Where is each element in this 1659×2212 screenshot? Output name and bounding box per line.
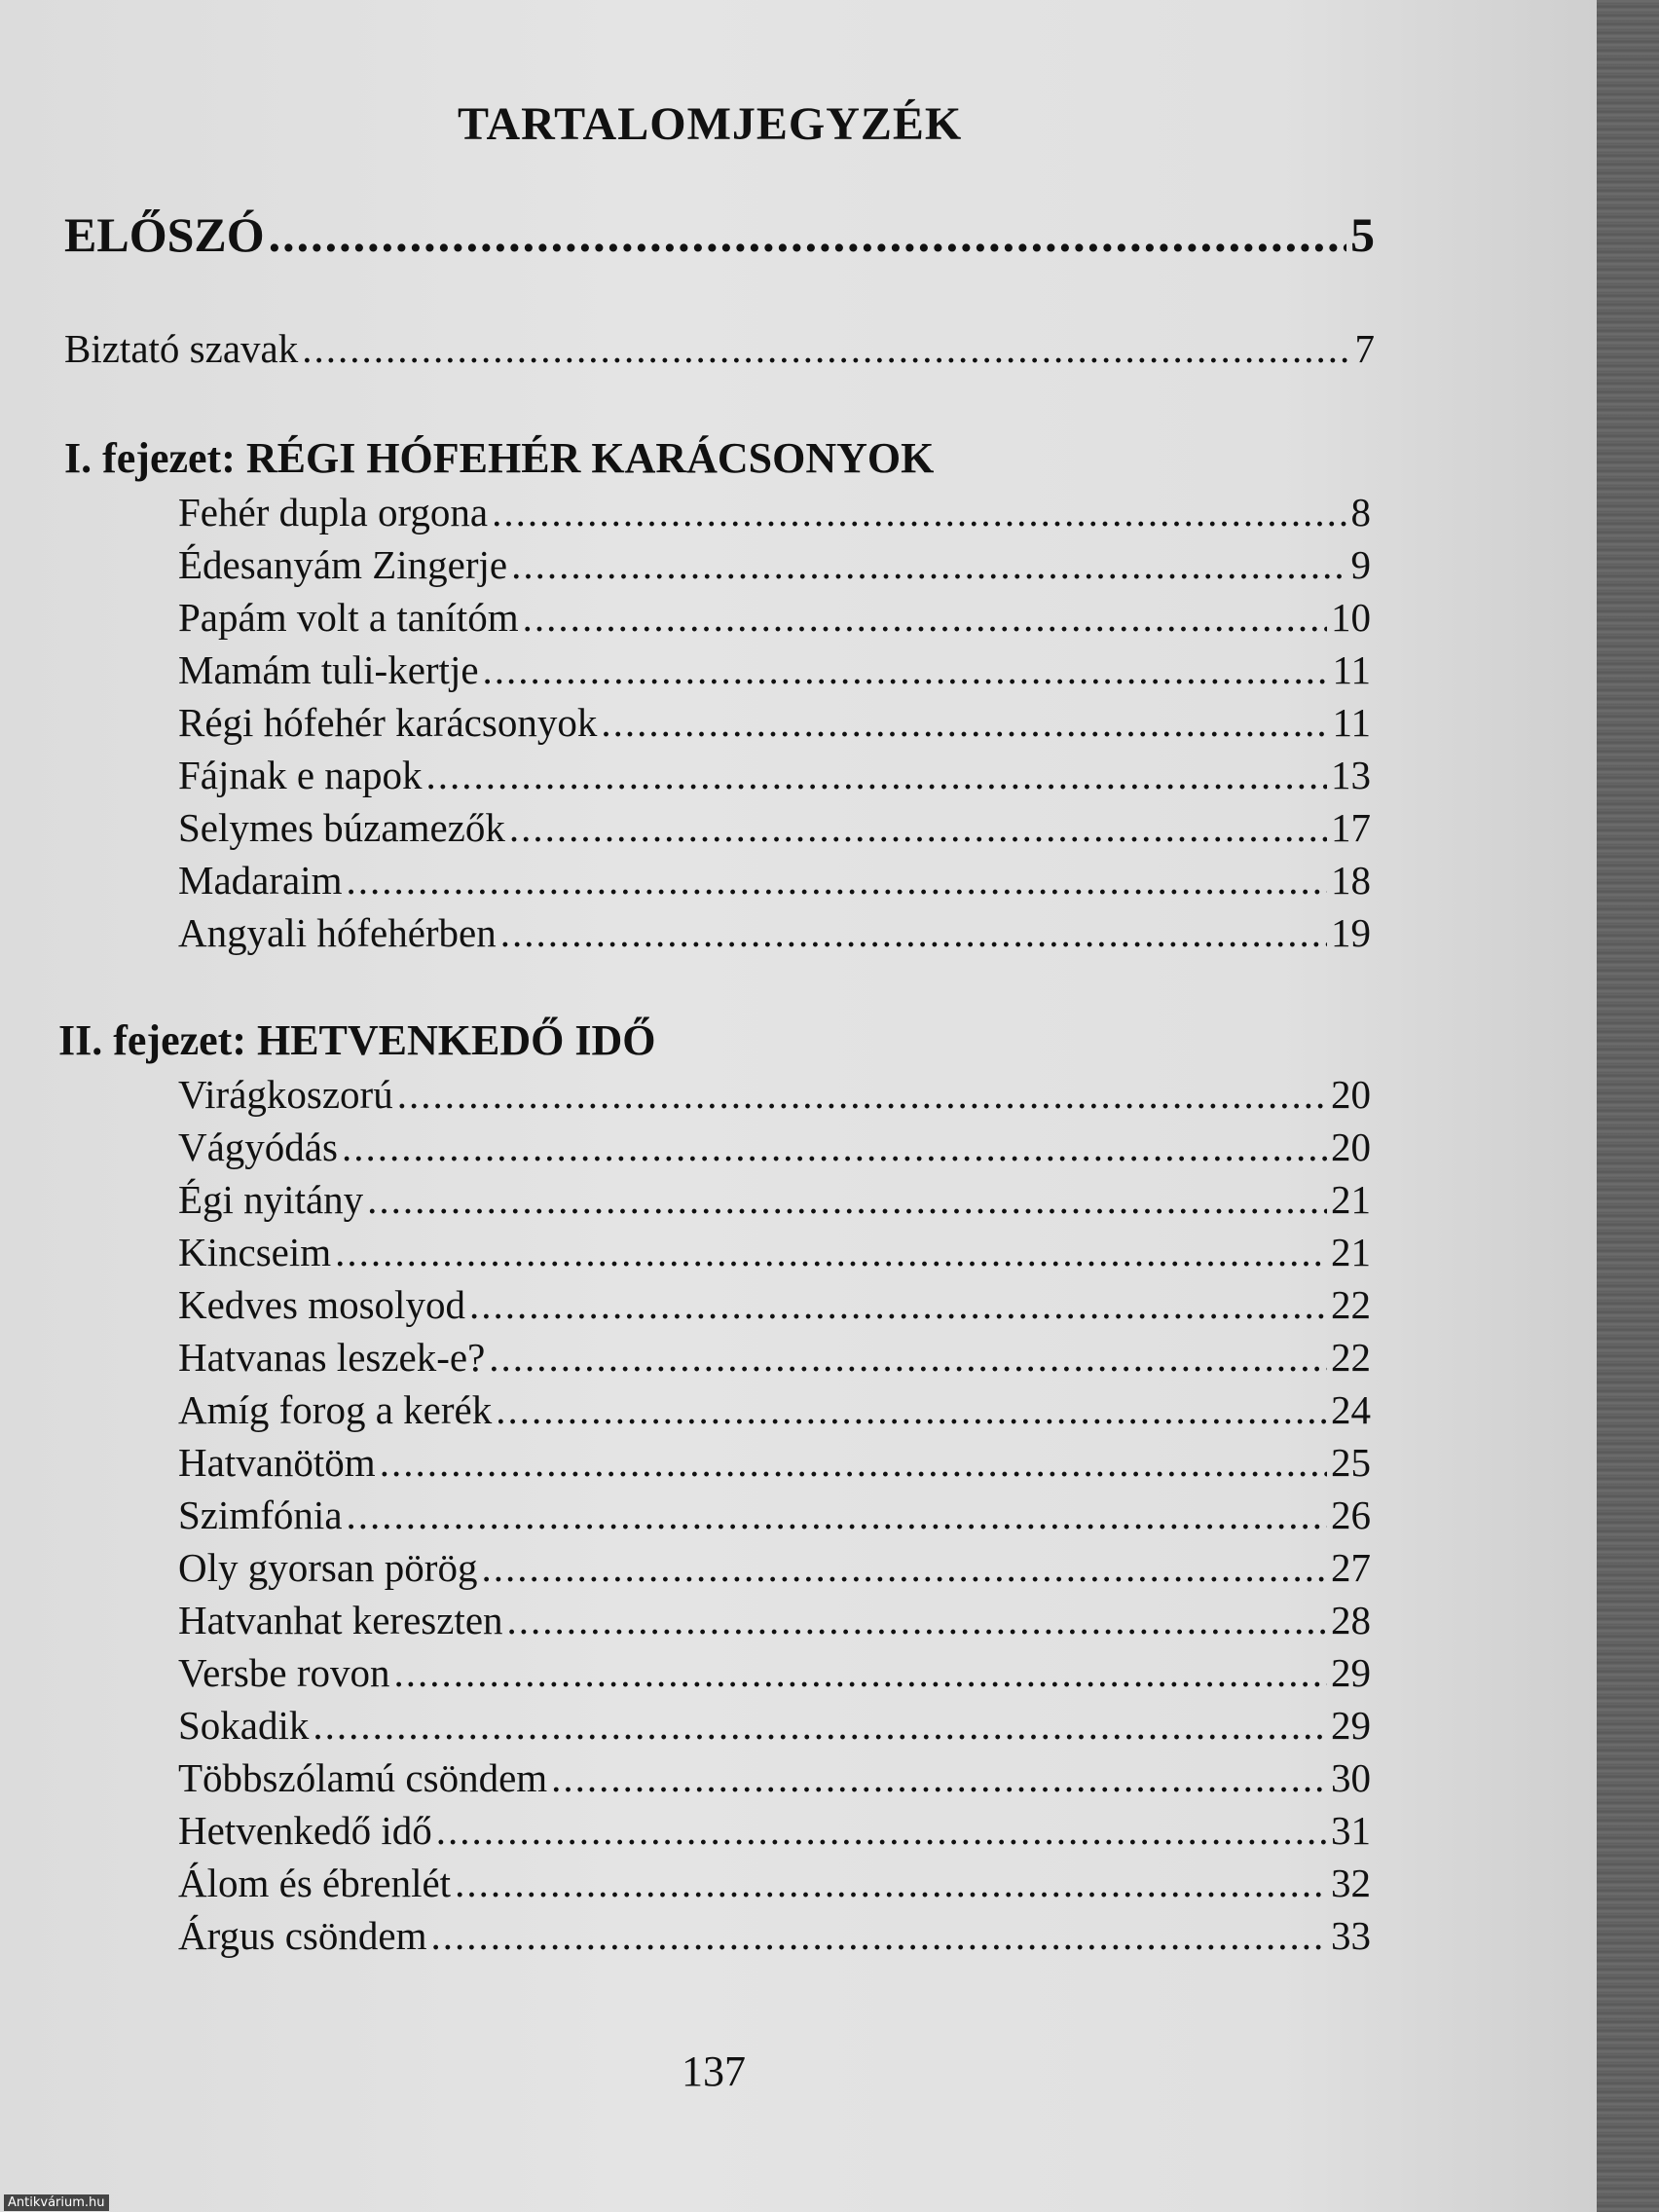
watermark: Antikvárium.hu (4, 2194, 109, 2211)
dot-leader (430, 1912, 1327, 1959)
entry-label: Vágyódás (178, 1124, 338, 1169)
dot-leader (393, 1649, 1327, 1696)
toc-entry (178, 1439, 1371, 1486)
dot-leader (313, 1702, 1327, 1749)
toc-entry (178, 1597, 1371, 1643)
dot-leader (551, 1754, 1327, 1801)
entry-label: Hatvanas leszek-e? (178, 1335, 486, 1380)
entry-page: 18 (1331, 858, 1371, 903)
dot-leader (346, 857, 1327, 903)
entry-label: Madaraim (178, 858, 343, 903)
preface-entry (64, 206, 1375, 263)
entry-page: 13 (1331, 753, 1371, 797)
entry-page: 20 (1331, 1072, 1371, 1117)
toc-entry (178, 1754, 1371, 1801)
entry-label: Égi nyitány (178, 1177, 364, 1222)
dot-leader (335, 1229, 1327, 1275)
entry-page: 27 (1331, 1545, 1371, 1590)
entry-label: Hatvanhat kereszten (178, 1598, 503, 1642)
entry-page: 29 (1331, 1703, 1371, 1748)
toc-entry (178, 489, 1371, 535)
dot-leader (507, 1597, 1327, 1643)
dot-leader (492, 489, 1346, 535)
toc-entry (178, 646, 1371, 693)
entry-page: 17 (1331, 805, 1371, 850)
entry-label: Kincseim (178, 1230, 332, 1274)
entry-label: Mamám tuli-kertje (178, 647, 479, 692)
dot-leader (500, 909, 1327, 956)
book-spine (1597, 0, 1659, 2212)
entry-page: 32 (1331, 1861, 1371, 1905)
toc-entry (178, 1281, 1371, 1328)
page-number: 137 (682, 2047, 746, 2095)
entry-label: Hatvanötöm (178, 1440, 376, 1485)
toc-entry (178, 1229, 1371, 1275)
toc-entry (178, 752, 1371, 798)
toc-entry (178, 1702, 1371, 1749)
entry-page: 20 (1331, 1124, 1371, 1169)
dot-leader (509, 804, 1327, 851)
toc-entry (178, 1176, 1371, 1223)
entry-label: Selymes búzamezők (178, 805, 505, 850)
dot-leader (601, 699, 1328, 746)
entry-page: 21 (1331, 1230, 1371, 1274)
dot-leader (302, 325, 1350, 372)
entry-page: 26 (1331, 1493, 1371, 1537)
entry-label: Szimfónia (178, 1493, 343, 1537)
entry-page: 28 (1331, 1598, 1371, 1642)
dot-leader (455, 1860, 1327, 1906)
toc-entry (178, 1860, 1371, 1906)
entry-label: Többszólamú csöndem (178, 1755, 548, 1800)
chapter-1-title: I. fejezet: RÉGI HÓFEHÉR KARÁCSONYOK (64, 434, 935, 482)
entry-page: 33 (1331, 1913, 1371, 1958)
toc-entry (178, 1492, 1371, 1538)
dot-leader (367, 1176, 1327, 1223)
dot-leader (397, 1071, 1327, 1118)
dot-leader (342, 1124, 1327, 1170)
toc-entry (178, 699, 1371, 746)
entry-label: Angyali hófehérben (178, 910, 497, 955)
entry-page: 22 (1331, 1282, 1371, 1327)
toc-entry (178, 1386, 1371, 1433)
entry-label: Biztató szavak (64, 326, 299, 371)
entry-page: 29 (1331, 1650, 1371, 1695)
toc-entry (178, 594, 1371, 641)
dot-leader (483, 646, 1329, 693)
entry-page: 25 (1331, 1440, 1371, 1485)
entry-page: 31 (1331, 1808, 1371, 1853)
entry-label: Árgus csöndem (178, 1913, 427, 1958)
toc-entry (178, 1544, 1371, 1591)
toc-entry (178, 1334, 1371, 1381)
dot-leader (511, 541, 1346, 588)
toc-entry (178, 857, 1371, 903)
dot-leader (269, 206, 1346, 263)
entry-page: 22 (1331, 1335, 1371, 1380)
toc-title: TARTALOMJEGYZÉK (458, 98, 963, 150)
dot-leader (469, 1281, 1327, 1328)
dot-leader (481, 1544, 1327, 1591)
entry-label: Régi hófehér karácsonyok (178, 700, 598, 745)
dot-leader (347, 1492, 1327, 1538)
dot-leader (496, 1386, 1327, 1433)
entry-label: Fájnak e napok (178, 753, 423, 797)
entry-label: ELŐSZÓ (64, 207, 265, 262)
entry-page: 7 (1354, 326, 1375, 371)
toc-entry (178, 541, 1371, 588)
dot-leader (489, 1334, 1327, 1381)
toc-entry (178, 1912, 1371, 1959)
entry-label: Oly gyorsan pörög (178, 1545, 478, 1590)
entry-page: 10 (1331, 595, 1371, 640)
toc-entry (178, 804, 1371, 851)
entry-label: Versbe rovon (178, 1650, 390, 1695)
toc-entry (178, 1124, 1371, 1170)
dot-leader (425, 752, 1327, 798)
entry-page: 9 (1350, 542, 1371, 587)
entry-label: Édesanyám Zingerje (178, 542, 508, 587)
entry-page: 30 (1331, 1755, 1371, 1800)
entry-page: 21 (1331, 1177, 1371, 1222)
entry-label: Kedves mosolyod (178, 1282, 465, 1327)
entry-label: Virágkoszorú (178, 1072, 393, 1117)
dot-leader (523, 594, 1327, 641)
dot-leader (380, 1439, 1327, 1486)
entry-label: Hetvenkedő idő (178, 1808, 432, 1853)
entry-page: 11 (1332, 647, 1371, 692)
entry-label: Sokadik (178, 1703, 310, 1748)
entry-label: Álom és ébrenlét (178, 1861, 452, 1905)
entry-label: Fehér dupla orgona (178, 490, 489, 535)
entry-label: Amíg forog a kerék (178, 1387, 493, 1432)
entry-label: Papám volt a tanítóm (178, 595, 519, 640)
chapter-2-title: II. fejezet: HETVENKEDŐ IDŐ (58, 1016, 656, 1064)
entry-page: 5 (1350, 207, 1375, 262)
toc-entry (178, 1649, 1371, 1696)
dot-leader (436, 1807, 1327, 1854)
entry-page: 19 (1331, 910, 1371, 955)
entry-page: 11 (1332, 700, 1371, 745)
toc-entry (178, 909, 1371, 956)
toc-entry (178, 1807, 1371, 1854)
entry-page: 8 (1350, 490, 1371, 535)
intro-entry (64, 325, 1375, 372)
entry-page: 24 (1331, 1387, 1371, 1432)
toc-entry (178, 1071, 1371, 1118)
